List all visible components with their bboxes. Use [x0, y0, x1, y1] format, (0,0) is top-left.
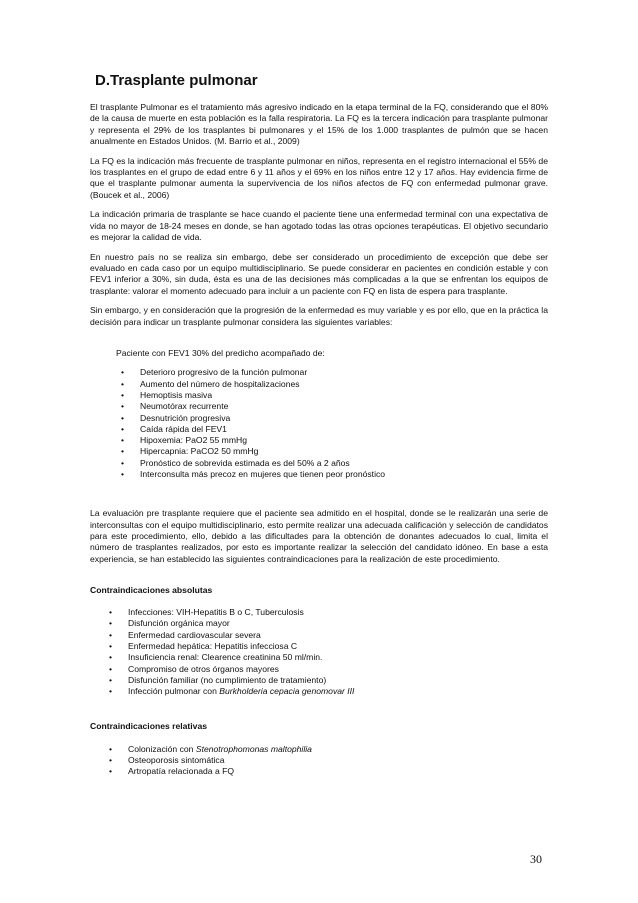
list-item: • Hipoxemia: PaO2 55 mmHg	[116, 435, 548, 446]
evaluation-paragraph: La evaluación pre trasplante requiere que el paciente sea admitido en el hospital, donde se le realizarán una serie de interconsultas con el equipo multidisciplinario, esto permite realizar una adecuada calificación y selección de candidatos para este procedimiento, ello, debido a las dificultades para la obtención de donantes adecuados lo cual, limita el número de trasplantes realizados, por esto es importante realizar la selección del candidato idóneo. En base a esta experiencia, se han establecido las siguientes contraindicaciones para la realización de este procedimiento.	[90, 508, 548, 564]
organism-name: Burkholderia cepacia genomovar III	[219, 686, 355, 697]
list-item: • Deterioro progresivo de la función pulmonar	[116, 367, 548, 378]
absolute-title: Contraindicaciones absolutas	[90, 584, 213, 595]
list-item: • Disfunción orgánica mayor	[104, 618, 548, 629]
list-item: • Artropatía relacionada a FQ	[104, 766, 548, 777]
section-heading: D.Trasplante pulmonar	[95, 72, 258, 89]
list-item: • Desnutrición progresiva	[116, 413, 548, 424]
absolute-contraindications	[90, 585, 548, 698]
paragraph-3: La indicación primaria de trasplante se hace cuando el paciente tiene una enfermedad terminal con una expectativa de vida no mayor de 18-24 meses en donde, se han agotado todas las otras opciones terapéuticas. El objetivo secundario es mejorar la calidad de vida.	[90, 209, 548, 242]
list-item: • Insuficiencia renal: Clearence creatinina 50 ml/min.	[104, 652, 548, 663]
list-item: • Osteoporosis sintomática	[104, 755, 548, 766]
absolute-list	[104, 607, 548, 697]
paragraph-4: En nuestro país no se realiza sin embargo, debe ser considerado un procedimiento de excepción que debe ser evaluado en cada caso por un equipo multidisciplinario. Se puede considerar en pacientes en condición estable y con FEV1 inferior a 30%, sin duda, ésta es una de las decisiones más complicadas a la que se enfrentan los equipos de trasplante: valorar el momento adecuado para incluir a un paciente con FQ en lista de espera para trasplante.	[90, 251, 548, 296]
criteria-intro: Paciente con FEV1 30% del predicho acompañado de:	[116, 348, 325, 359]
paragraph-1: El trasplante Pulmonar es el tratamiento más agresivo indicado en la etapa terminal de la FQ, considerando que el 80% de la causa de muerte en esta población es la falla respiratoria. La FQ es la tercera indicación para trasplante pulmonar y representa el 29% de los trasplantes bi pulmonares y el 15% de los 1.000 trasplantes de pulmón que se hacen anualmente en Estados Unidos. (M. Barrio et al., 2009)	[90, 102, 548, 146]
list-item: • Hipercapnia: PaCO2 50 mmHg	[116, 446, 548, 457]
relative-list	[104, 744, 548, 778]
body-content	[90, 102, 548, 778]
list-item: • Infecciones: VIH-Hepatitis B o C, Tuberculosis	[104, 607, 548, 618]
criteria-block	[116, 348, 548, 480]
list-item: • Aumento del número de hospitalizaciones	[116, 379, 548, 390]
relative-title: Contraindicaciones relativas	[90, 721, 208, 732]
paragraph-2: La FQ es la indicación más frecuente de trasplante pulmonar en niños, representa en el registro internacional el 55% de los trasplantes en el grupo de edad entre 6 y 11 años y el 69% en los niños entre 12 y 17 años. Hay evidencia firme de que el trasplante pulmonar aumenta la supervivencia de los niños afectos de FQ con enfermedad pulmonar grave. (Boucek et al., 2006)	[90, 155, 548, 200]
paragraph-5: Sin embargo, y en consideración que la progresión de la enfermedad es muy variable y es por ello, que en la práctica la decisión para indicar un trasplante pulmonar considera las siguientes variables:	[90, 305, 548, 327]
list-item: • Hemoptisis masiva	[116, 390, 548, 401]
list-item: • Disfunción familiar (no cumplimiento de tratamiento)	[104, 675, 548, 686]
list-item: • Compromiso de otros órganos mayores	[104, 664, 548, 675]
list-item: • Neumotórax recurrente	[116, 401, 548, 412]
list-item: • Enfermedad hepática: Hepatitis infecciosa C	[104, 641, 548, 652]
list-item-text: Colonización con	[128, 743, 196, 754]
list-item: • Caída rápida del FEV1	[116, 424, 548, 435]
criteria-list	[116, 367, 548, 480]
list-item: • Pronóstico de sobrevida estimada es del 50% a 2 años	[116, 458, 548, 469]
list-item	[104, 744, 548, 755]
list-item	[104, 686, 548, 697]
list-item: • Enfermedad cardiovascular severa	[104, 630, 548, 641]
page-number: 30	[530, 852, 542, 866]
organism-name: Stenotrophomonas maltophilia	[195, 743, 312, 754]
list-item: • Interconsulta más precoz en mujeres que tienen peor pronóstico	[116, 469, 548, 480]
list-item-text: Infección pulmonar con	[128, 686, 220, 697]
relative-contraindications	[90, 721, 548, 777]
